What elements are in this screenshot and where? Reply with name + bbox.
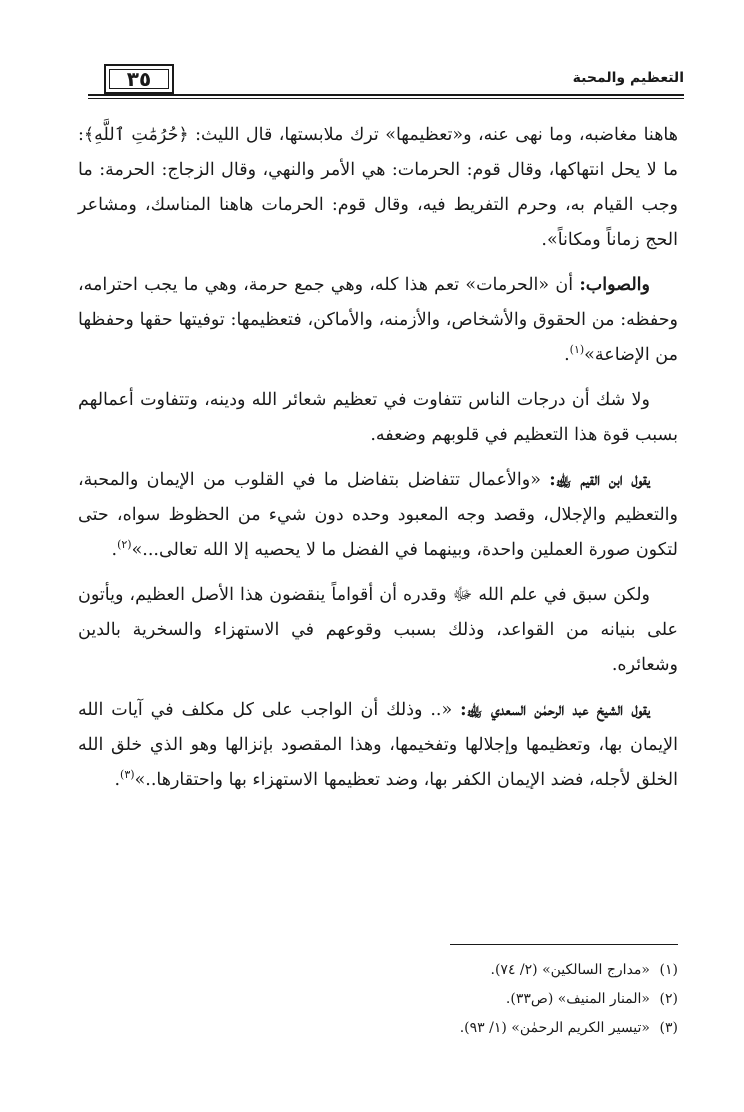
footnote-text: «المنار المنيف» (ص٣٣).	[505, 991, 650, 1007]
header-rule-thin	[88, 98, 684, 99]
paragraph-lead: والصواب:	[579, 275, 650, 295]
running-title: التعظيم والمحبة	[572, 70, 684, 86]
footnote-text: «تيسير الكريم الرحمٰن» (١/ ٩٣).	[459, 1020, 650, 1036]
paragraph-lead: يقول الشيخ عبد الرحمٰن السعدي ﵀:	[460, 700, 650, 720]
page-header	[88, 64, 684, 98]
paragraph-lead: يقول ابن القيم ﵀:	[549, 470, 650, 490]
paragraph-text: «.. وذلك أن الواجب على كل مكلف في آيات الله الإيمان بها، وتعظيمها وإجلالها وتفخيمها، وهذا المقصود بإنزالها وهو الذي خلق الله الخلق لأجله، فضد الإيمان الكفر بها، وضد تعظيمها الاستهزاء بها واحتقارها..»	[78, 700, 678, 790]
footnote-ref: (٢)	[117, 538, 132, 552]
footnote-ref: (١)	[569, 343, 585, 357]
paragraph-text: هاهنا مغاضبه، وما نهى عنه، و«تعظيمها» ترك ملابستها، قال الليث: ﴿حُرُمَٰتِ ٱللَّهِ﴾: ما لا يحل انتهاكها، وقال قوم: الحرمات: هي الأمر والنهي، وقال الزجاج: الحرمة: ما وجب القيام به، وحرم التفريط فيه، وقال قوم: الحرمات هاهنا المناسك، ومشاعر الحج زماناً ومكاناً».	[78, 125, 678, 250]
paragraph-6: يقول الشيخ عبد الرحمٰن السعدي ﵀: «.. وذلك أن الواجب على كل مكلف في آيات الله الإيمان بها، وتعظيمها وإجلالها وتفخيمها، وهذا المقصود بإنزالها وهو الذي خلق الله الخلق لأجله، فضد الإيمان الكفر بها، وضد تعظيمها الاستهزاء بها واحتقارها..»$^{(٣)}$.	[78, 700, 678, 790]
paragraph-text: «والأعمال تتفاضل بتفاضل ما في القلوب من الإيمان والمحبة، والتعظيم والإجلال، وقصد وجه المعبود وحده دون شيء من الحظوظ سواه، حتى لتكون صورة العملين واحدة، وبينهما في الفضل ما لا يحصيه إلا الله تعالى...»	[78, 470, 678, 560]
paragraph-4: يقول ابن القيم ﵀: «والأعمال تتفاضل بتفاضل ما في القلوب من الإيمان والمحبة، والتعظيم والإجلال، وقصد وجه المعبود وحده دون شيء من الحظوظ سواه، حتى لتكون صورة العملين واحدة، وبينهما في الفضل ما لا يحصيه إلا الله تعالى...»$^{(٢)}$.	[78, 470, 678, 560]
page-number: ٣٥	[126, 67, 152, 91]
header-rule	[88, 94, 684, 96]
footnote-number: (٣)	[659, 1020, 678, 1036]
paragraph-text: ولكن سبق في علم الله ﷻ وقدره أن أقواماً ينقضون هذا الأصل العظيم، ويأتون على بنيانه من القواعد، وذلك بسبب وقوعهم في الاستهزاء والسخرية بالدين وشعائره.	[78, 585, 678, 675]
footnote-number: (٢)	[659, 991, 678, 1007]
paragraph-text: ولا شك أن درجات الناس تتفاوت في تعظيم شعائر الله ودينه، وتتفاوت أعمالهم بسبب قوة هذا التعظيم في قلوبهم وضعفه.	[78, 390, 678, 445]
footnote-text: «مدارج السالكين» (٢/ ٧٤).	[490, 962, 650, 978]
paragraph-5	[78, 578, 678, 683]
page-number-box	[104, 64, 174, 94]
footnote-number: (١)	[659, 962, 678, 978]
paragraph-3	[78, 383, 678, 453]
paragraph-2: والصواب: أن «الحرمات» تعم هذا كله، وهي جمع حرمة، وهي ما يجب احترامه، وحفظه: من الحقوق والأشخاص، والأزمنه، والأماكن، فتعظيمها: توفيتها حقها وحفظها من الإضاعة»$^{(١)}$.	[78, 275, 678, 365]
paragraph-text: أن «الحرمات» تعم هذا كله، وهي جمع حرمة، وهي ما يجب احترامه، وحفظه: من الحقوق والأشخاص، والأزمنه، والأماكن، فتعظيمها: توفيتها حقها وحفظها من الإضاعة»	[78, 275, 678, 365]
main-text	[78, 118, 678, 808]
footnotes	[278, 956, 678, 1043]
footnote-3	[278, 1014, 678, 1043]
footnote-2	[278, 985, 678, 1014]
footnote-separator	[450, 944, 678, 945]
paragraph-1	[78, 118, 678, 258]
footnote-ref: (٣)	[120, 768, 135, 782]
footnote-1	[278, 956, 678, 985]
